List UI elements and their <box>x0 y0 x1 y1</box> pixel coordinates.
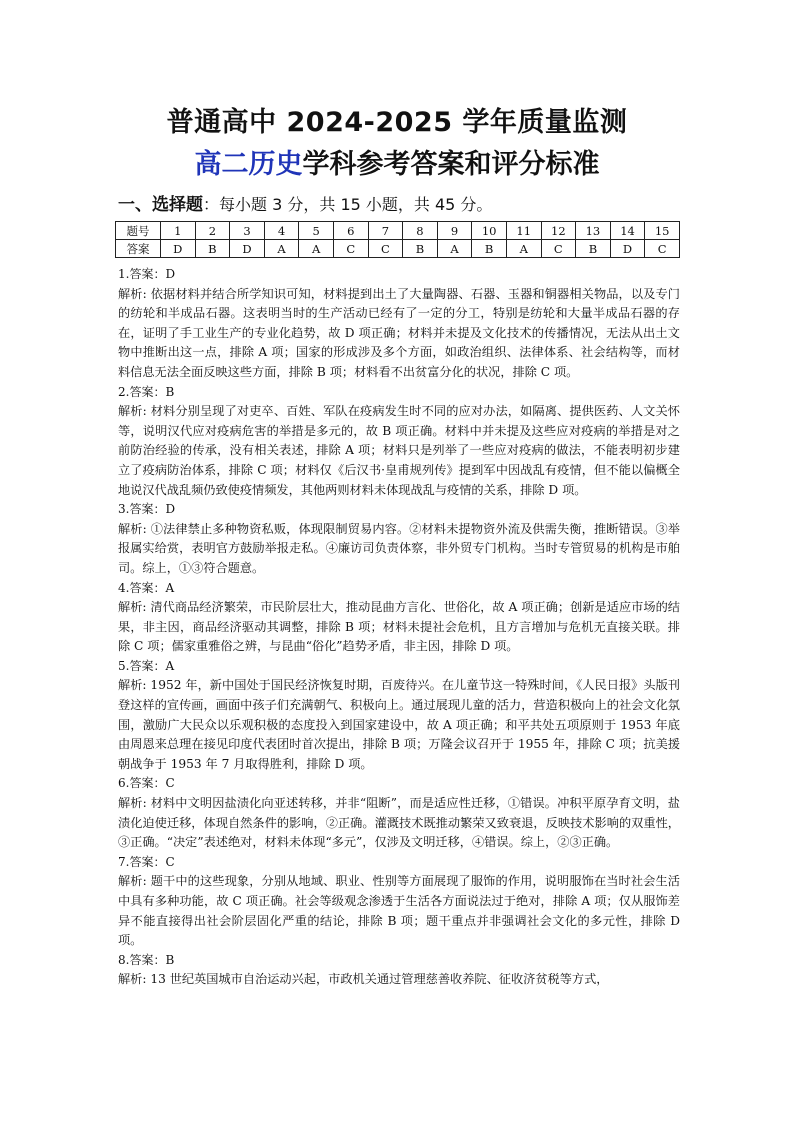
answer-cell: D <box>610 240 645 258</box>
question-number-cell: 11 <box>506 222 541 240</box>
answer-line-4: 4.答案：A <box>118 580 175 595</box>
question-number-cell: 1 <box>161 222 196 240</box>
document-title: 普通高中 2024-2025 学年质量监测 <box>166 107 628 138</box>
question-number-cell: 4 <box>264 222 299 240</box>
answer-cell: B <box>403 240 438 258</box>
question-number-cell: 13 <box>576 222 611 240</box>
answer-line-8: 8.答案：B <box>118 952 175 967</box>
question-number-cell: 14 <box>610 222 645 240</box>
question-number-cell: 9 <box>437 222 472 240</box>
answer-cell: D <box>230 240 265 258</box>
answer-cell: D <box>161 240 196 258</box>
question-number-cell: 8 <box>403 222 438 240</box>
question-number-cell: 3 <box>230 222 265 240</box>
analysis-6: 解析: 材料中文明因盐渍化向亚述转移，并非“阻断”，而是适应性迁移，①错误。冲积平原孕育文明，盐渍化迫使迁移，体现自然条件的影响，②正确。灌溉技术既推动繁荣又致衰退，反映技术影响的双重性，③正确。“决定”表述绝对，材料未体现“多元”，仅涉及文明迁移，④错误。综上，②③正确。 <box>118 796 680 850</box>
table-header-cell: 答案 <box>116 240 161 258</box>
question-number-cell: 6 <box>333 222 368 240</box>
answer-cell: C <box>645 240 680 258</box>
answer-cell: A <box>264 240 299 258</box>
answer-cell: C <box>368 240 403 258</box>
subtitle-rest: 学科参考答案和评分标准 <box>302 149 600 180</box>
answer-table-row-numbers <box>116 222 680 240</box>
table-header-cell: 题号 <box>116 222 161 240</box>
answer-line-3: 3.答案：D <box>118 502 176 517</box>
answer-cell: A <box>299 240 334 258</box>
analysis-4: 解析: 清代商品经济繁荣，市民阶层壮大，推动昆曲方言化、世俗化，故 A 项正确；创新是适应市场的结果，非主因，商品经济驱动其调整，排除 B 项；材料未提社会危机，且方言增加与危机无直接关联。排除 C 项；儒家重雅俗之辨，与昆曲“俗化”趋势矛盾，非主因，排除 D 项。 <box>118 600 680 654</box>
section-heading <box>118 190 492 215</box>
answer-table <box>115 221 680 258</box>
question-number-cell: 12 <box>541 222 576 240</box>
explanations-body <box>118 265 680 990</box>
analysis-3: 解析: ①法律禁止多种物资私贩，体现限制贸易内容。②材料未提物资外流及供需失衡，推断错误。③举报属实给赏，表明官方鼓励举报走私。④廉访司负责体察，非外贸专门机构。当时专管贸易的机构是市舶司。综上，①③符合题意。 <box>118 521 680 575</box>
analysis-8: 解析: 13 世纪英国城市自治运动兴起，市政机关通过管理慈善收养院、征收济贫税等方式， <box>118 972 609 987</box>
answer-line-7: 7.答案：C <box>118 854 175 869</box>
answer-table-row-answers <box>116 240 680 258</box>
analysis-2: 解析: 材料分别呈现了对吏卒、百姓、军队在疫病发生时不同的应对办法，如隔离、提供医药、人文关怀等，说明汉代应对疫病危害的举措是多元的，故 B 项正确。材料中并未提及这些应对疫病的举措是对之前防治经验的传承，没有相关表述，排除 A 项；材料只是列举了一些应对疫病的做法，不能表明初步建立了疫病防治体系，排除 C 项；材料仅《后汉书·皇甫规列传》提到军中因战乱有疫情，但不能以偏概全地说汉代战乱频仍致使疫情频发，其他两则材料未体现战乱与疫情的关系，排除 D 项。 <box>118 404 680 497</box>
answer-line-5: 5.答案：A <box>118 658 175 673</box>
answer-cell: C <box>541 240 576 258</box>
question-number-cell: 5 <box>299 222 334 240</box>
question-number-cell: 10 <box>472 222 507 240</box>
question-number-cell: 7 <box>368 222 403 240</box>
answer-line-1: 1.答案：D <box>118 267 176 281</box>
answer-cell: A <box>506 240 541 258</box>
section-heading-note: ：每小题 3 分，共 15 小题，共 45 分。 <box>203 195 493 214</box>
answer-cell: A <box>437 240 472 258</box>
section-heading-label: 一、选择题 <box>118 195 203 215</box>
answer-cell: B <box>472 240 507 258</box>
answer-line-2: 2.答案：B <box>118 384 175 399</box>
answer-cell: B <box>195 240 230 258</box>
analysis-7: 解析: 题干中的这些现象，分别从地域、职业、性别等方面展现了服饰的作用，说明服饰在当时社会生活中具有多种功能，故 C 项正确。社会等级观念渗透于生活各方面说法过于绝对，排除 A 项；仅从服饰差异不能直接得出社会阶层固化严重的结论，排除 B 项；题干重点并非强调社会文化的多元性，排除 D 项。 <box>118 874 680 948</box>
analysis-1: 解析: 依据材料并结合所学知识可知，材料提到出土了大量陶器、石器、玉器和铜器相关物品，以及专门的纺轮和半成品石器。这表明当时的生产活动已经有了一定的分工，特别是纺轮和大量半成品石器的存在，证明了手工业生产的专业化趋势，故 D 项正确；材料并未提及文化技术的传播情况，无法从出土文物中推断出这一点，排除 A 项；国家的形成涉及多个方面，如政治组织、法律体系、社会结构等，而材料信息无法全面反映这些方面，排除 B 项；材料看不出贫富分化的状况，排除 C 项。 <box>118 286 680 379</box>
document-subtitle <box>0 142 794 181</box>
question-number-cell: 2 <box>195 222 230 240</box>
answer-cell: C <box>333 240 368 258</box>
analysis-5: 解析: 1952 年，新中国处于国民经济恢复时期，百废待兴。在儿童节这一特殊时间，《人民日报》头版刊登这样的宣传画，画面中孩子们充满朝气、积极向上。通过展现儿童的活力，营造积极向上的社会文化氛围，激励广大民众以乐观积极的态度投入到国家建设中，故 A 项正确；和平共处五项原则于 1953 年底由周恩来总理在接见印度代表团时首次提出，排除 B 项；万隆会议召开于 1955 年，排除 C 项；抗美援朝战争于 1953 年 7 月取得胜利，排除 D 项。 <box>118 678 680 771</box>
question-number-cell: 15 <box>645 222 680 240</box>
answer-cell: B <box>576 240 611 258</box>
subject-highlight: 高二历史 <box>194 149 303 180</box>
answer-line-6: 6.答案：C <box>118 776 175 791</box>
